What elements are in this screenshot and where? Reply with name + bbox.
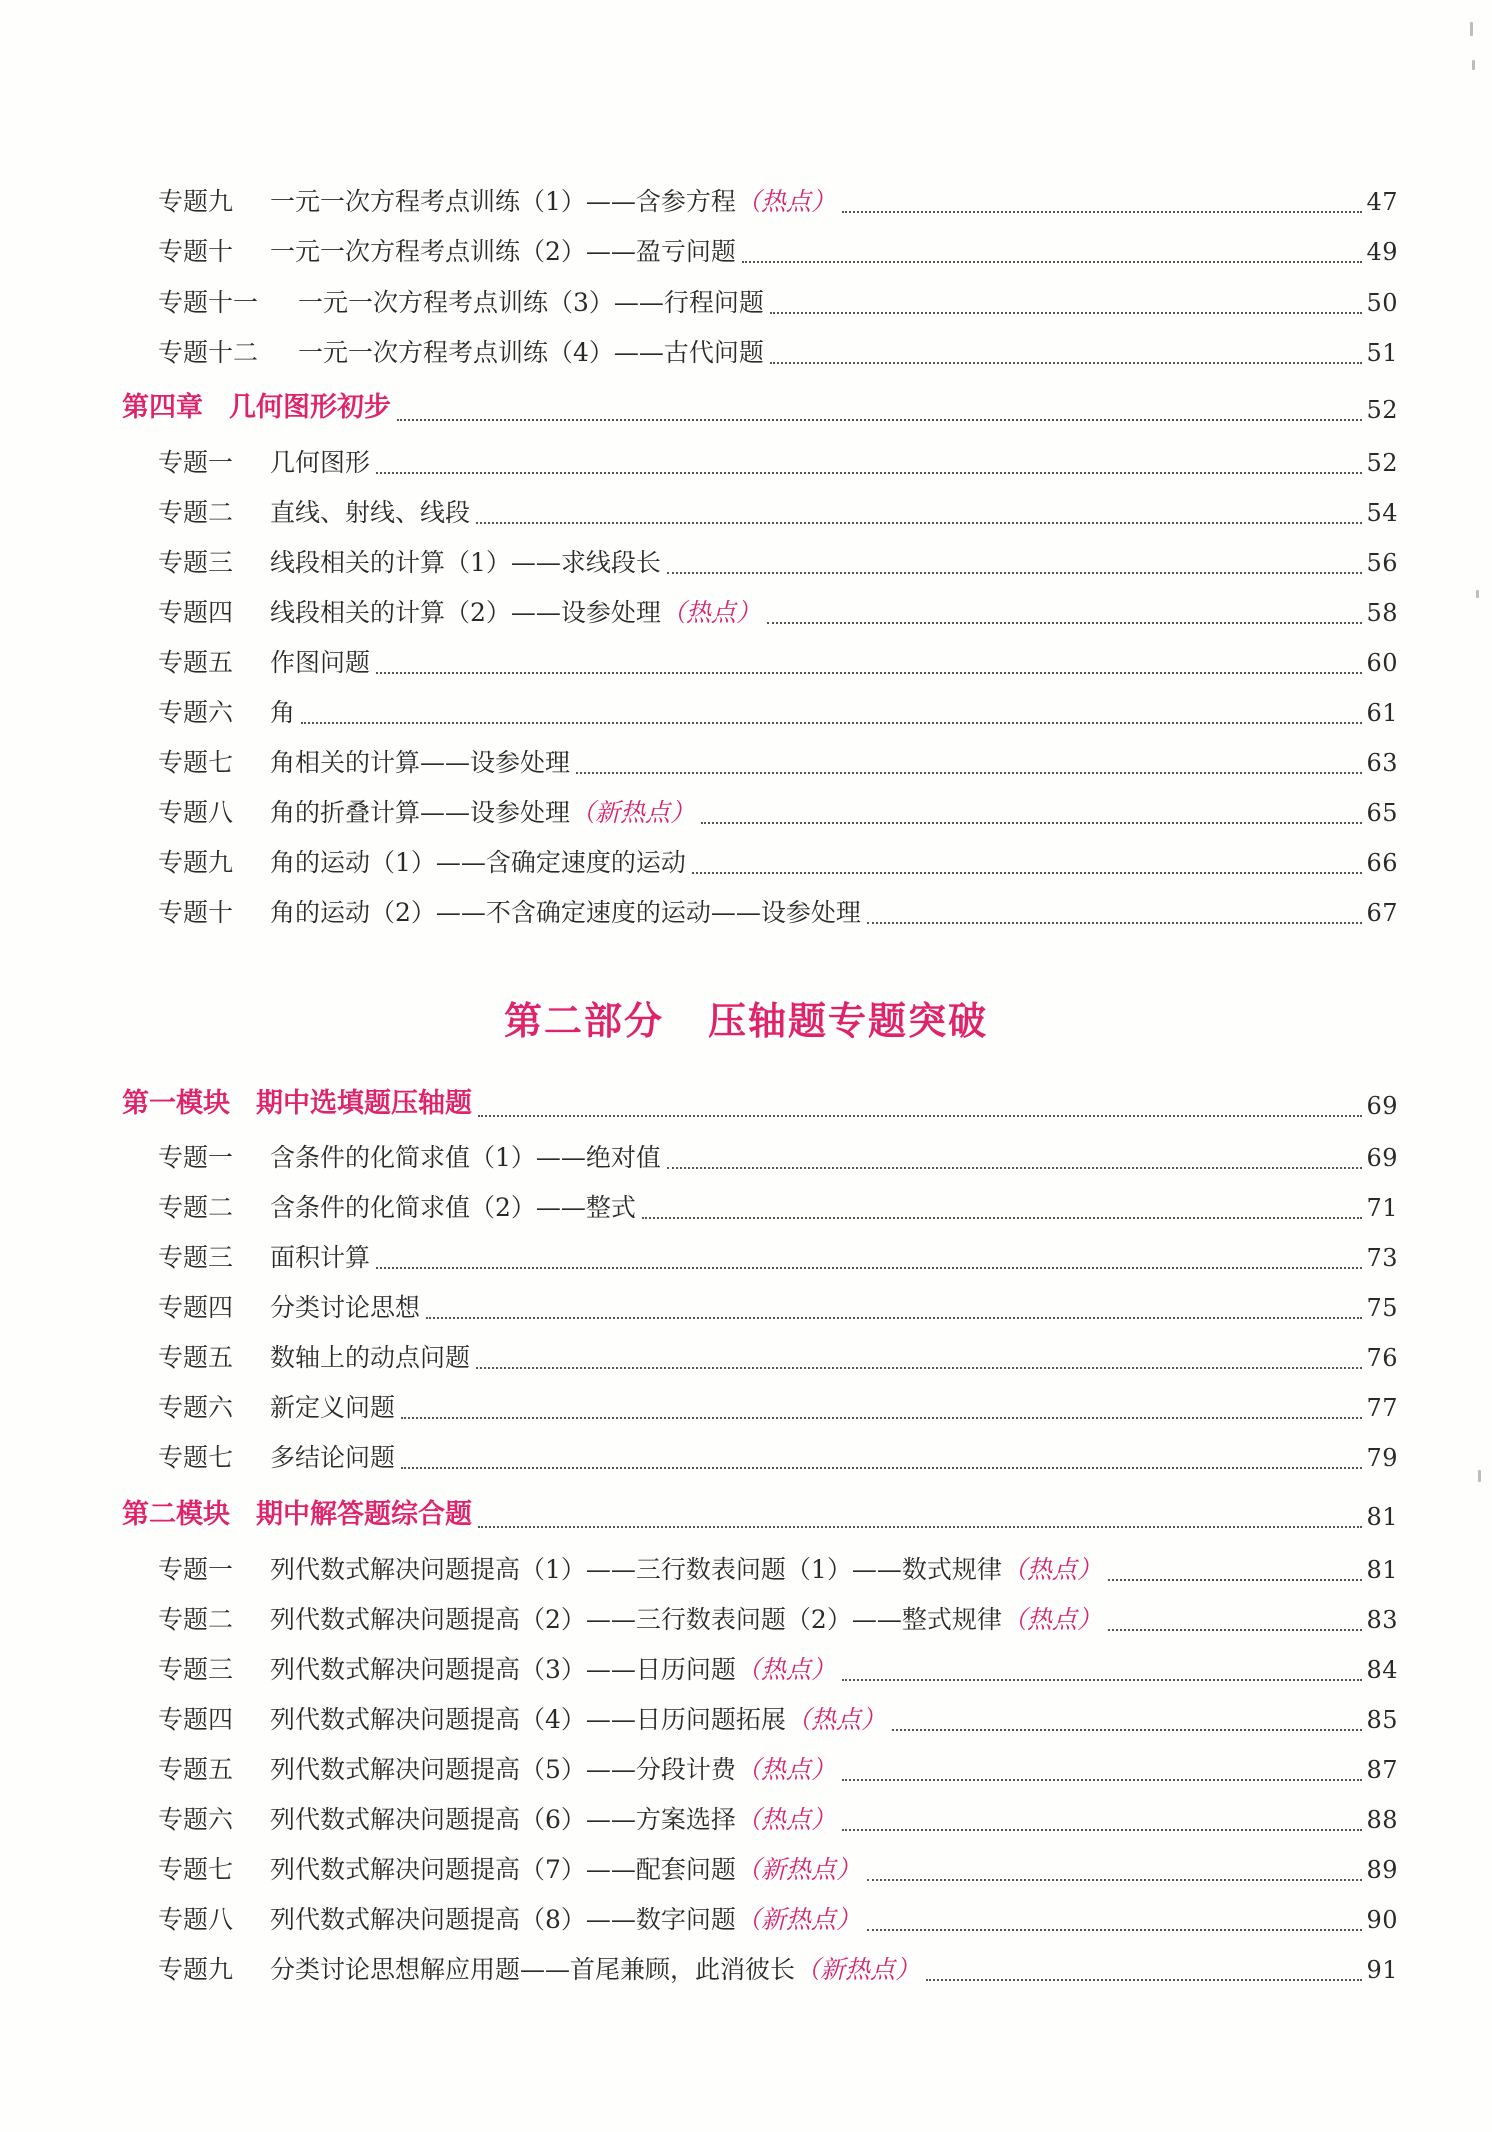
entry-code: 专题一 <box>158 448 234 477</box>
entry-title: 列代数式解决问题提高（1）——三行数表问题（1）——数式规律（热点） <box>270 1555 1102 1584</box>
dot-leader <box>478 1526 1362 1528</box>
toc-entry[interactable] <box>0 1850 1492 1890</box>
toc-entry[interactable] <box>0 1650 1492 1690</box>
page-number: 60 <box>1366 649 1398 677</box>
entry-code: 专题三 <box>158 548 234 577</box>
chapter-label: 第四章 <box>122 392 203 423</box>
entry-code: 专题九 <box>158 1955 234 1984</box>
module-title: 期中解答题综合题 <box>256 1499 472 1530</box>
page-number: 51 <box>1366 339 1398 367</box>
toc-entry[interactable] <box>0 1750 1492 1790</box>
entry-title: 多结论问题 <box>270 1443 396 1472</box>
entry-code: 专题七 <box>158 1855 234 1884</box>
entry-code: 专题一 <box>158 1555 234 1584</box>
entry-code: 专题三 <box>158 1655 234 1684</box>
hot-tag: （热点） <box>735 1755 836 1784</box>
entry-code: 专题十一 <box>158 288 259 317</box>
dot-leader <box>478 1115 1362 1117</box>
entry-title: 角的运动（1）——含确定速度的运动 <box>270 848 686 877</box>
dot-leader <box>692 872 1363 874</box>
toc-entry[interactable] <box>0 333 1492 373</box>
dot-leader <box>767 622 1363 624</box>
page-number: 91 <box>1366 1956 1398 1984</box>
module-label: 第一模块 <box>122 1088 230 1119</box>
page-number: 79 <box>1366 1444 1398 1472</box>
page-number: 58 <box>1366 599 1398 627</box>
entry-title: 几何图形 <box>270 448 371 477</box>
dot-leader <box>667 1167 1363 1169</box>
page-number: 81 <box>1366 1503 1398 1531</box>
module-heading[interactable] <box>0 1493 1492 1537</box>
page-number: 52 <box>1366 449 1398 477</box>
entry-title: 角的折叠计算——设参处理（新热点） <box>270 798 696 827</box>
page-number: 83 <box>1366 1606 1398 1634</box>
dot-leader <box>867 1929 1363 1931</box>
entry-title: 列代数式解决问题提高（6）——方案选择（热点） <box>270 1805 836 1834</box>
entry-code: 专题一 <box>158 1143 234 1172</box>
page-number: 63 <box>1366 749 1398 777</box>
dot-leader <box>1108 1579 1363 1581</box>
page-number: 50 <box>1366 289 1398 317</box>
entry-title: 一元一次方程考点训练（1）——含参方程（热点） <box>270 187 836 216</box>
entry-code: 专题四 <box>158 1705 234 1734</box>
page-number: 89 <box>1366 1856 1398 1884</box>
dot-leader <box>376 472 1362 474</box>
hot-tag: （热点） <box>735 1805 836 1834</box>
hot-tag: （热点） <box>1001 1555 1102 1584</box>
toc-entry[interactable] <box>0 1388 1492 1428</box>
entry-title: 一元一次方程考点训练（4）——古代问题 <box>298 338 764 367</box>
toc-entry[interactable] <box>0 443 1492 483</box>
dot-leader <box>397 419 1362 421</box>
dot-leader <box>476 1367 1362 1369</box>
page-number: 75 <box>1366 1294 1398 1322</box>
entry-title: 分类讨论思想 <box>270 1293 421 1322</box>
entry-code: 专题二 <box>158 1605 234 1634</box>
page-number: 69 <box>1366 1144 1398 1172</box>
entry-code: 专题二 <box>158 1193 234 1222</box>
hot-tag: （热点） <box>785 1705 886 1734</box>
entry-code: 专题七 <box>158 748 234 777</box>
toc-entry[interactable] <box>0 1600 1492 1640</box>
entry-title: 含条件的化简求值（2）——整式 <box>270 1193 636 1222</box>
toc-entry[interactable] <box>0 1238 1492 1278</box>
toc-entry[interactable] <box>0 843 1492 883</box>
hot-tag: （热点） <box>735 1655 836 1684</box>
page-number: 47 <box>1366 188 1398 216</box>
module-label: 第二模块 <box>122 1499 230 1530</box>
dot-leader <box>401 1467 1362 1469</box>
toc-entry[interactable] <box>0 232 1492 272</box>
toc-entry[interactable] <box>0 1338 1492 1378</box>
toc-entry[interactable] <box>0 693 1492 733</box>
toc-entry[interactable] <box>0 182 1492 222</box>
entry-title: 含条件的化简求值（1）——绝对值 <box>270 1143 661 1172</box>
entry-code: 专题六 <box>158 1805 234 1834</box>
module-heading[interactable] <box>0 1082 1492 1126</box>
toc-entry[interactable] <box>0 793 1492 833</box>
dot-leader <box>770 312 1363 314</box>
entry-code: 专题十二 <box>158 338 259 367</box>
entry-title: 作图问题 <box>270 648 371 677</box>
toc-entry[interactable] <box>0 893 1492 933</box>
entry-code: 专题九 <box>158 187 234 216</box>
scan-mark <box>1470 22 1473 36</box>
page-number: 61 <box>1366 699 1398 727</box>
page-number: 56 <box>1366 549 1398 577</box>
page-number: 67 <box>1366 899 1398 927</box>
toc-entry[interactable] <box>0 1550 1492 1590</box>
entry-code: 专题六 <box>158 698 234 727</box>
page-number: 65 <box>1366 799 1398 827</box>
dot-leader <box>842 1829 1363 1831</box>
entry-code: 专题七 <box>158 1443 234 1472</box>
entry-code: 专题五 <box>158 648 234 677</box>
toc-entry[interactable] <box>0 593 1492 633</box>
dot-leader <box>376 672 1362 674</box>
dot-leader <box>867 1879 1363 1881</box>
hot-tag: （热点） <box>1001 1605 1102 1634</box>
entry-title: 分类讨论思想解应用题——首尾兼顾，此消彼长（新热点） <box>270 1955 921 1984</box>
entry-title: 列代数式解决问题提高（5）——分段计费（热点） <box>270 1755 836 1784</box>
page-number: 66 <box>1366 849 1398 877</box>
dot-leader <box>401 1417 1362 1419</box>
toc-entry[interactable] <box>0 1700 1492 1740</box>
entry-code: 专题八 <box>158 798 234 827</box>
toc-entry[interactable] <box>0 543 1492 583</box>
dot-leader <box>842 211 1363 213</box>
page-number: 88 <box>1366 1806 1398 1834</box>
dot-leader <box>742 261 1363 263</box>
dot-leader <box>842 1679 1363 1681</box>
dot-leader <box>426 1317 1362 1319</box>
entry-title: 列代数式解决问题提高（8）——数字问题（新热点） <box>270 1905 861 1934</box>
toc-entry[interactable] <box>0 1138 1492 1178</box>
page-number: 85 <box>1366 1706 1398 1734</box>
page-number: 77 <box>1366 1394 1398 1422</box>
dot-leader <box>1108 1629 1363 1631</box>
toc-entry[interactable] <box>0 1438 1492 1478</box>
toc-entry[interactable] <box>0 643 1492 683</box>
page-number: 52 <box>1366 396 1398 424</box>
entry-title: 角的运动（2）——不含确定速度的运动——设参处理 <box>270 898 861 927</box>
toc-entry[interactable] <box>0 1288 1492 1328</box>
entry-title: 新定义问题 <box>270 1393 396 1422</box>
dot-leader <box>376 1267 1362 1269</box>
toc-entry[interactable] <box>0 1800 1492 1840</box>
part-heading <box>0 990 1492 1045</box>
entry-title: 面积计算 <box>270 1243 371 1272</box>
entry-code: 专题四 <box>158 598 234 627</box>
part-title: 压轴题专题突破 <box>708 998 989 1043</box>
page-number: 71 <box>1366 1194 1398 1222</box>
toc-entry[interactable] <box>0 283 1492 323</box>
entry-title: 角相关的计算——设参处理 <box>270 748 571 777</box>
page-number: 54 <box>1366 499 1398 527</box>
entry-code: 专题六 <box>158 1393 234 1422</box>
entry-title: 一元一次方程考点训练（2）——盈亏问题 <box>270 237 736 266</box>
page-number: 49 <box>1366 238 1398 266</box>
entry-code: 专题十 <box>158 898 234 927</box>
page-number: 90 <box>1366 1906 1398 1934</box>
module-title: 期中选填题压轴题 <box>256 1088 472 1119</box>
dot-leader <box>867 922 1363 924</box>
page-number: 76 <box>1366 1344 1398 1372</box>
dot-leader <box>926 1979 1362 1981</box>
hot-tag: （新热点） <box>735 1905 861 1934</box>
entry-code: 专题十 <box>158 237 234 266</box>
entry-title: 数轴上的动点问题 <box>270 1343 471 1372</box>
dot-leader <box>301 722 1362 724</box>
page-number: 69 <box>1366 1092 1398 1120</box>
entry-code: 专题二 <box>158 498 234 527</box>
entry-title: 列代数式解决问题提高（7）——配套问题（新热点） <box>270 1855 861 1884</box>
hot-tag: （热点） <box>735 187 836 216</box>
dot-leader <box>770 362 1363 364</box>
page-number: 84 <box>1366 1656 1398 1684</box>
entry-code: 专题九 <box>158 848 234 877</box>
hot-tag: （新热点） <box>570 798 696 827</box>
dot-leader <box>701 822 1362 824</box>
chapter-heading[interactable] <box>0 386 1492 430</box>
entry-title: 列代数式解决问题提高（2）——三行数表问题（2）——整式规律（热点） <box>270 1605 1102 1634</box>
toc-entry[interactable] <box>0 1950 1492 1990</box>
entry-code: 专题三 <box>158 1243 234 1272</box>
entry-code: 专题四 <box>158 1293 234 1322</box>
toc-entry[interactable] <box>0 1188 1492 1228</box>
entry-code: 专题五 <box>158 1755 234 1784</box>
entry-title: 线段相关的计算（1）——求线段长 <box>270 548 661 577</box>
entry-title: 线段相关的计算（2）——设参处理（热点） <box>270 598 761 627</box>
dot-leader <box>476 522 1362 524</box>
dot-leader <box>576 772 1362 774</box>
entry-code: 专题五 <box>158 1343 234 1372</box>
page-number: 73 <box>1366 1244 1398 1272</box>
toc-entry[interactable] <box>0 493 1492 533</box>
chapter-title: 几何图形初步 <box>229 392 391 423</box>
entry-title: 一元一次方程考点训练（3）——行程问题 <box>298 288 764 317</box>
toc-entry[interactable] <box>0 1900 1492 1940</box>
entry-title: 列代数式解决问题提高（4）——日历问题拓展（热点） <box>270 1705 886 1734</box>
part-label: 第二部分 <box>503 998 664 1043</box>
dot-leader <box>842 1779 1363 1781</box>
page-number: 87 <box>1366 1756 1398 1784</box>
hot-tag: （新热点） <box>795 1955 921 1984</box>
scan-mark <box>1472 60 1475 70</box>
hot-tag: （热点） <box>660 598 761 627</box>
entry-title: 直线、射线、线段 <box>270 498 471 527</box>
entry-title: 列代数式解决问题提高（3）——日历问题（热点） <box>270 1655 836 1684</box>
page-number: 81 <box>1366 1556 1398 1584</box>
dot-leader <box>642 1217 1363 1219</box>
entry-code: 专题八 <box>158 1905 234 1934</box>
toc-entry[interactable] <box>0 743 1492 783</box>
entry-title: 角 <box>270 698 296 727</box>
hot-tag: （新热点） <box>735 1855 861 1884</box>
dot-leader <box>892 1729 1363 1731</box>
dot-leader <box>667 572 1363 574</box>
